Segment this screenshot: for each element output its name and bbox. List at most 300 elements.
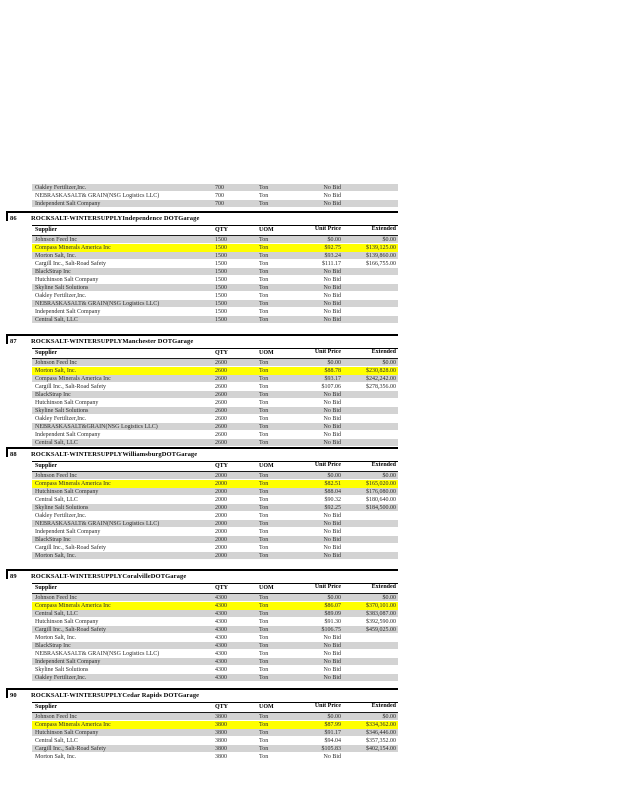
uom-cell: Ton [259,416,269,422]
unit-price-cell: No Bid [323,424,341,430]
unit-price-cell: No Bid [323,513,341,519]
table-row [32,594,398,602]
table-row [32,252,398,260]
qty-cell: 4300 [215,603,227,609]
extended-cell [341,308,398,316]
uom-cell: Ton [259,376,269,382]
qty-cell: 2600 [215,416,227,422]
unit-price-cell: No Bid [323,440,341,446]
table-row [32,236,398,244]
table-row [32,713,398,721]
unit-price-cell: $0.00 [327,237,341,243]
table-row [32,284,398,292]
extended-cell [341,399,398,407]
table-row [32,634,398,642]
supplier-cell: BlackStrap Inc [35,537,71,543]
qty-cell: 2000 [215,513,227,519]
table-row [32,544,398,552]
table-row [32,512,398,520]
supplier-cell: Cargill Inc., Salt-Road Safety [35,746,107,752]
table-row [32,268,398,276]
extended-cell: $346,446.00 [366,730,396,736]
uom-cell: Ton [259,400,269,406]
supplier-cell: Johnson Feed Inc [35,237,77,243]
column-header-extended: Extended [371,703,396,709]
section-title: ROCKSALT-WINTERSUPPLYCedar Rapids DOTGarage [31,692,200,699]
extended-cell: $166,755.00 [366,261,396,267]
qty-cell: 2600 [215,384,227,390]
uom-cell: Ton [259,245,269,251]
extended-cell [341,431,398,439]
table-row-awarded [32,367,398,375]
qty-cell: 2000 [215,545,227,551]
qty-cell: 2600 [215,392,227,398]
unit-price-cell: No Bid [323,317,341,323]
unit-price-cell: $107.06 [321,384,341,390]
unit-price-cell: No Bid [323,537,341,543]
unit-price-cell: No Bid [323,309,341,315]
unit-price-cell: No Bid [323,285,341,291]
column-header-unit_price: Unit Price [314,462,341,468]
qty-cell: 1500 [215,293,227,299]
extended-cell [341,415,398,423]
uom-cell: Ton [259,659,269,665]
extended-cell [341,658,398,666]
qty-cell: 1500 [215,301,227,307]
column-header-uom: UOM [259,704,274,710]
qty-cell: 1500 [215,309,227,315]
uom-cell: Ton [259,432,269,438]
unit-price-cell: $82.51 [324,481,341,487]
extended-cell [341,407,398,415]
unit-price-cell: $86.07 [324,603,341,609]
extended-cell [341,391,398,399]
table-row-awarded [32,244,398,252]
supplier-cell: Skyline Salt Solutions [35,667,89,673]
column-header-unit_price: Unit Price [314,349,341,355]
qty-cell: 3800 [215,738,227,744]
extended-cell [341,520,398,528]
table-row [32,472,398,480]
supplier-cell: Cargill Inc., Salt-Road Safety [35,384,107,390]
extended-cell [341,439,398,447]
qty-cell: 2000 [215,473,227,479]
uom-cell: Ton [259,201,269,207]
section-left-tick [6,334,8,344]
unit-price-cell: No Bid [323,269,341,275]
unit-price-cell: No Bid [323,193,341,199]
extended-cell: $370,101.00 [366,603,396,609]
qty-cell: 1500 [215,253,227,259]
extended-cell [341,753,398,761]
qty-cell: 1500 [215,285,227,291]
unit-price-cell: $88.78 [324,368,341,374]
table-row [32,642,398,650]
column-header-supplier: Supplier [35,704,58,710]
uom-cell: Ton [259,277,269,283]
section-number: 90 [10,692,17,699]
table-header-row [32,584,398,594]
uom-cell: Ton [259,537,269,543]
unit-price-cell: $91.30 [324,619,341,625]
unit-price-cell: No Bid [323,408,341,414]
qty-cell: 700 [215,193,224,199]
unit-price-cell: No Bid [323,392,341,398]
qty-cell: 2000 [215,481,227,487]
table-row [32,184,398,192]
qty-cell: 2600 [215,360,227,366]
column-header-qty: QTY [215,704,229,710]
qty-cell: 2000 [215,497,227,503]
uom-cell: Ton [259,408,269,414]
supplier-cell: Morton Salt, Inc. [35,553,76,559]
column-header-supplier: Supplier [35,585,58,591]
unit-price-cell: $91.17 [324,730,341,736]
supplier-cell: Independent Salt Company [35,201,101,207]
table-row [32,260,398,268]
table-row [32,391,398,399]
uom-cell: Ton [259,269,269,275]
uom-cell: Ton [259,619,269,625]
table-row [32,745,398,753]
supplier-cell: Skyline Salt Solutions [35,285,89,291]
supplier-cell: Morton Salt, Inc. [35,368,76,374]
uom-cell: Ton [259,392,269,398]
qty-cell: 1500 [215,261,227,267]
table-row [32,439,398,447]
extended-cell: $459,025.00 [366,627,396,633]
supplier-cell: NEBRASKASALT& GRAIN(NSG Logistics LLC) [35,651,160,657]
extended-cell: $139,860.00 [366,253,396,259]
supplier-cell: Central Salt, LLC [35,440,78,446]
table-row [32,383,398,391]
unit-price-cell: $0.00 [327,360,341,366]
table-row [32,658,398,666]
qty-cell: 700 [215,201,224,207]
supplier-cell: Johnson Feed Inc [35,595,77,601]
table-row [32,528,398,536]
section-divider-rule [6,447,398,449]
uom-cell: Ton [259,489,269,495]
uom-cell: Ton [259,285,269,291]
section-heading [10,450,197,459]
uom-cell: Ton [259,237,269,243]
unit-price-cell: No Bid [323,201,341,207]
qty-cell: 2600 [215,368,227,374]
extended-cell: $0.00 [382,714,396,720]
unit-price-cell: No Bid [323,416,341,422]
extended-cell [341,292,398,300]
column-header-uom: UOM [259,463,274,469]
supplier-cell: Independent Salt Company [35,529,101,535]
table-row [32,200,398,208]
section-title: ROCKSALT-WINTERSUPPLYCoralvilleDOTGarage [31,573,187,580]
section-divider-rule [6,334,398,336]
section-number: 88 [10,451,17,458]
unit-price-cell: No Bid [323,185,341,191]
qty-cell: 2000 [215,521,227,527]
qty-cell: 2000 [215,505,227,511]
supplier-cell: Hutchinson Salt Company [35,489,99,495]
table-row [32,431,398,439]
unit-price-cell: No Bid [323,754,341,760]
uom-cell: Ton [259,595,269,601]
qty-cell: 4300 [215,659,227,665]
supplier-cell: NEBRASKASALT& GRAIN(NSG Logistics LLC) [35,193,160,199]
extended-cell: $184,500.00 [366,505,396,511]
section-left-tick [6,447,8,457]
supplier-cell: Independent Salt Company [35,309,101,315]
qty-cell: 4300 [215,635,227,641]
uom-cell: Ton [259,368,269,374]
extended-cell: $383,087.00 [366,611,396,617]
column-header-uom: UOM [259,585,274,591]
qty-cell: 3800 [215,746,227,752]
section-number: 89 [10,573,17,580]
table-row-awarded [32,721,398,729]
uom-cell: Ton [259,293,269,299]
qty-cell: 4300 [215,675,227,681]
unit-price-cell: No Bid [323,659,341,665]
supplier-cell: Oakley Fertilizer,Inc. [35,513,87,519]
supplier-cell: Compass Minerals America Inc [35,481,111,487]
column-header-unit_price: Unit Price [314,584,341,590]
uom-cell: Ton [259,193,269,199]
uom-cell: Ton [259,545,269,551]
supplier-cell: Johnson Feed Inc [35,714,77,720]
supplier-cell: Hutchinson Salt Company [35,277,99,283]
supplier-cell: Cargill Inc., Salt-Road Safety [35,261,107,267]
table-row-awarded [32,480,398,488]
section-heading [10,214,199,223]
table-row [32,415,398,423]
unit-price-cell: No Bid [323,651,341,657]
extended-cell: $242,242.00 [366,376,396,382]
extended-cell: $165,020.00 [366,481,396,487]
unit-price-cell: $93.24 [324,253,341,259]
supplier-cell: BlackStrap Inc [35,269,71,275]
unit-price-cell: No Bid [323,553,341,559]
section-heading [10,337,193,346]
supplier-cell: Compass Minerals America Inc [35,245,111,251]
extended-cell [341,536,398,544]
section-number: 87 [10,338,17,345]
uom-cell: Ton [259,643,269,649]
extended-cell: $357,352.00 [366,738,396,744]
unit-price-cell: $87.99 [324,722,341,728]
qty-cell: 2600 [215,400,227,406]
uom-cell: Ton [259,651,269,657]
unit-price-cell: No Bid [323,521,341,527]
column-header-qty: QTY [215,463,229,469]
section-title: ROCKSALT-WINTERSUPPLYWilliamsburgDOTGarage [31,451,198,458]
table-header-row [32,226,398,236]
unit-price-cell: $88.04 [324,489,341,495]
column-header-unit_price: Unit Price [314,703,341,709]
uom-cell: Ton [259,473,269,479]
supplier-cell: Johnson Feed Inc [35,473,77,479]
unit-price-cell: $89.09 [324,611,341,617]
uom-cell: Ton [259,746,269,752]
supplier-cell: Morton Salt, Inc. [35,635,76,641]
extended-cell [341,423,398,431]
extended-cell [341,634,398,642]
supplier-cell: BlackStrap Inc [35,392,71,398]
table-row [32,536,398,544]
unit-price-cell: $106.75 [321,627,341,633]
column-header-extended: Extended [371,462,396,468]
table-row [32,729,398,737]
extended-cell [341,184,398,192]
uom-cell: Ton [259,627,269,633]
extended-cell: $278,356.00 [366,384,396,390]
qty-cell: 2600 [215,376,227,382]
supplier-cell: Skyline Salt Solutions [35,505,89,511]
supplier-cell: Morton Salt, Inc. [35,253,76,259]
column-header-uom: UOM [259,227,274,233]
extended-cell [341,642,398,650]
unit-price-cell: No Bid [323,667,341,673]
table-header-row [32,703,398,713]
unit-price-cell: No Bid [323,277,341,283]
supplier-cell: NEBRASKASALT& GRAIN(NSG Logistics LLC) [35,521,160,527]
column-header-uom: UOM [259,350,274,356]
supplier-cell: Hutchinson Salt Company [35,619,99,625]
extended-cell [341,544,398,552]
unit-price-cell: $90.32 [324,497,341,503]
uom-cell: Ton [259,424,269,430]
uom-cell: Ton [259,635,269,641]
unit-price-cell: $0.00 [327,473,341,479]
extended-cell: $176,080.00 [366,489,396,495]
qty-cell: 2600 [215,432,227,438]
extended-cell [341,192,398,200]
extended-cell: $0.00 [382,237,396,243]
unit-price-cell: No Bid [323,301,341,307]
qty-cell: 4300 [215,595,227,601]
supplier-cell: Independent Salt Company [35,432,101,438]
section-divider-rule [6,688,398,690]
supplier-cell: NEBRASKASALT&GRAIN(NSG Logistics LLC) [35,424,158,430]
table-row [32,737,398,745]
qty-cell: 4300 [215,651,227,657]
table-row [32,618,398,626]
unit-price-cell: $105.83 [321,746,341,752]
column-header-extended: Extended [371,226,396,232]
table-row [32,423,398,431]
uom-cell: Ton [259,722,269,728]
column-header-qty: QTY [215,227,229,233]
table-row [32,375,398,383]
uom-cell: Ton [259,253,269,259]
qty-cell: 2000 [215,553,227,559]
unit-price-cell: $111.17 [321,261,341,267]
unit-price-cell: No Bid [323,529,341,535]
supplier-cell: Central Salt, LLC [35,611,78,617]
table-row [32,496,398,504]
extended-cell [341,268,398,276]
uom-cell: Ton [259,738,269,744]
unit-price-cell: $93.17 [324,376,341,382]
supplier-cell: Hutchinson Salt Company [35,400,99,406]
extended-cell: $180,640.00 [366,497,396,503]
table-row [32,399,398,407]
unit-price-cell: $0.00 [327,714,341,720]
supplier-cell: Hutchinson Salt Company [35,730,99,736]
unit-price-cell: No Bid [323,675,341,681]
supplier-cell: Cargill Inc., Salt-Road Safety [35,545,107,551]
qty-cell: 1500 [215,237,227,243]
uom-cell: Ton [259,309,269,315]
extended-cell [341,512,398,520]
table-row [32,316,398,324]
extended-cell [341,200,398,208]
uom-cell: Ton [259,301,269,307]
table-row [32,300,398,308]
qty-cell: 4300 [215,643,227,649]
unit-price-cell: No Bid [323,545,341,551]
supplier-cell: Compass Minerals America Inc [35,722,111,728]
section-left-tick [6,569,8,579]
uom-cell: Ton [259,529,269,535]
unit-price-cell: No Bid [323,432,341,438]
table-row [32,308,398,316]
section-title: ROCKSALT-WINTERSUPPLYIndependence DOTGarage [31,215,200,222]
qty-cell: 2000 [215,529,227,535]
table-row [32,292,398,300]
extended-cell: $0.00 [382,360,396,366]
uom-cell: Ton [259,497,269,503]
extended-cell [341,300,398,308]
uom-cell: Ton [259,553,269,559]
uom-cell: Ton [259,675,269,681]
extended-cell: $402,154.00 [366,746,396,752]
supplier-cell: Central Salt, LLC [35,317,78,323]
qty-cell: 2600 [215,408,227,414]
qty-cell: 1500 [215,317,227,323]
qty-cell: 4300 [215,627,227,633]
table-row [32,674,398,682]
qty-cell: 1500 [215,245,227,251]
qty-cell: 4300 [215,667,227,673]
supplier-cell: Oakley Fertilizer,Inc. [35,675,87,681]
qty-cell: 700 [215,185,224,191]
qty-cell: 4300 [215,611,227,617]
uom-cell: Ton [259,513,269,519]
table-row [32,488,398,496]
uom-cell: Ton [259,754,269,760]
uom-cell: Ton [259,714,269,720]
table-row [32,192,398,200]
table-row [32,407,398,415]
qty-cell: 3800 [215,722,227,728]
supplier-cell: Central Salt, LLC [35,497,78,503]
extended-cell [341,276,398,284]
table-row [32,520,398,528]
table-row [32,504,398,512]
supplier-cell: NEBRASKASALT& GRAIN(NSG Logistics LLC) [35,301,160,307]
table-row-awarded [32,602,398,610]
uom-cell: Ton [259,730,269,736]
qty-cell: 1500 [215,277,227,283]
uom-cell: Ton [259,521,269,527]
uom-cell: Ton [259,603,269,609]
supplier-cell: Skyline Salt Solutions [35,408,89,414]
qty-cell: 3800 [215,714,227,720]
supplier-cell: BlackStrap Inc [35,643,71,649]
table-row [32,359,398,367]
uom-cell: Ton [259,440,269,446]
